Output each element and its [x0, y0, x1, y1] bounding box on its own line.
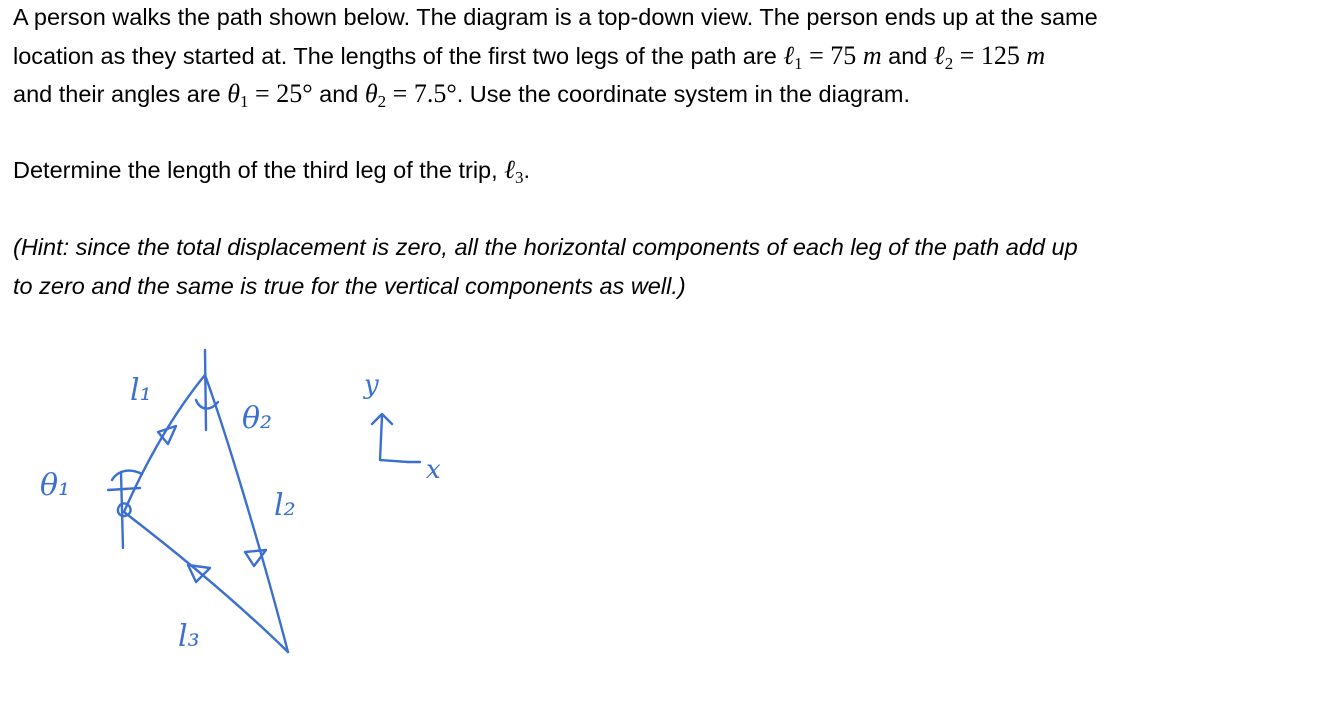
label-theta2: θ₂ — [242, 401, 273, 436]
axis-label-x: x — [426, 455, 441, 485]
intro-line-1: A person walks the path shown below. The diagram is a top-down view. The person ends up at the same — [13, 4, 1098, 30]
leg-3-line — [124, 512, 288, 652]
vertical-reference-top — [205, 350, 206, 430]
theta2-equation: $\theta_2 = 7.5^\circ$ — [364, 79, 457, 111]
label-l1: l₁ — [130, 373, 152, 408]
ell3-variable: ℓ$_3$ — [504, 155, 524, 187]
hint-line-2: to zero and the same is true for the vertical components as well.) — [13, 272, 686, 299]
axis-label-y: y — [364, 370, 379, 400]
question-text: Determine the length of the third leg of the trip, ℓ$_3$. — [13, 155, 531, 187]
hint-line-1: (Hint: since the total displacement is zero, all the horizontal components of each leg of the path add up — [13, 234, 1078, 260]
theta1-equation: $\theta_1 = 25^\circ$ — [227, 79, 313, 111]
label-theta1: θ₁ — [40, 468, 71, 503]
label-l3: l₃ — [178, 619, 200, 654]
problem-intro — [13, 0, 1098, 114]
intro-line-2: location as they started at. The lengths of the first two legs of the path are ℓ$_1$ = 75 m and ℓ$_2$ = 125 m — [13, 40, 1046, 73]
ell1-equation: ℓ$_1$ = 75 m — [783, 40, 882, 73]
y-axis-arrow — [372, 414, 408, 462]
hint-text — [13, 228, 1078, 305]
ell2-equation: ℓ$_2$ = 125 m — [933, 40, 1046, 73]
theta1-arc — [112, 471, 142, 480]
path-diagram — [0, 330, 520, 700]
label-l2: l₂ — [274, 488, 296, 523]
intro-line-3: and their angles are $\theta_1 = 25^\circ$ and $\theta_2 = 7.5^\circ$. Use the coordinate system in the diagram. — [13, 79, 910, 111]
